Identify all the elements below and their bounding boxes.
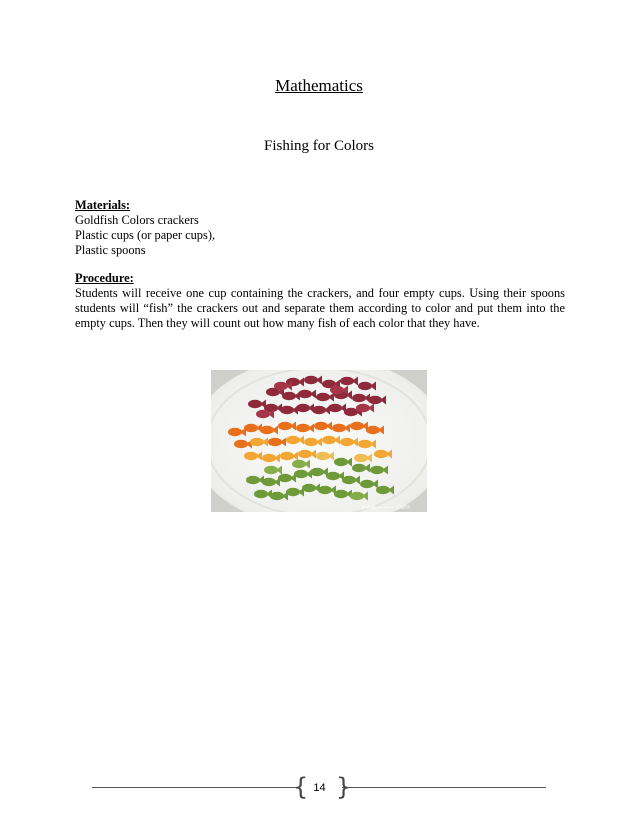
materials-item: Goldfish Colors crackers	[75, 213, 199, 227]
photo-watermark: www.———.com	[361, 504, 410, 511]
procedure-section	[75, 271, 565, 331]
footer-rule-left	[92, 787, 297, 788]
procedure-heading: Procedure:	[75, 271, 134, 285]
procedure-text: Students will receive one cup containing the crackers, and four empty cups. Using their spoons students will “fish” the crackers out and separate them according to color and put them into the empty cups. Then they will count out how many fish of each color that they have.	[75, 286, 565, 330]
materials-section	[75, 198, 565, 258]
materials-item: Plastic cups (or paper cups),	[75, 228, 216, 242]
left-brace-icon: {	[293, 773, 309, 801]
page-title: Mathematics	[275, 76, 363, 95]
materials-heading: Materials:	[75, 198, 131, 212]
footer-rule-right	[342, 787, 546, 788]
goldfish-crackers-photo	[211, 370, 427, 512]
activity-title: Fishing for Colors	[263, 138, 374, 154]
page-number: 14	[313, 782, 326, 794]
right-brace-icon: }	[336, 773, 352, 801]
materials-item: Plastic spoons	[75, 243, 146, 257]
